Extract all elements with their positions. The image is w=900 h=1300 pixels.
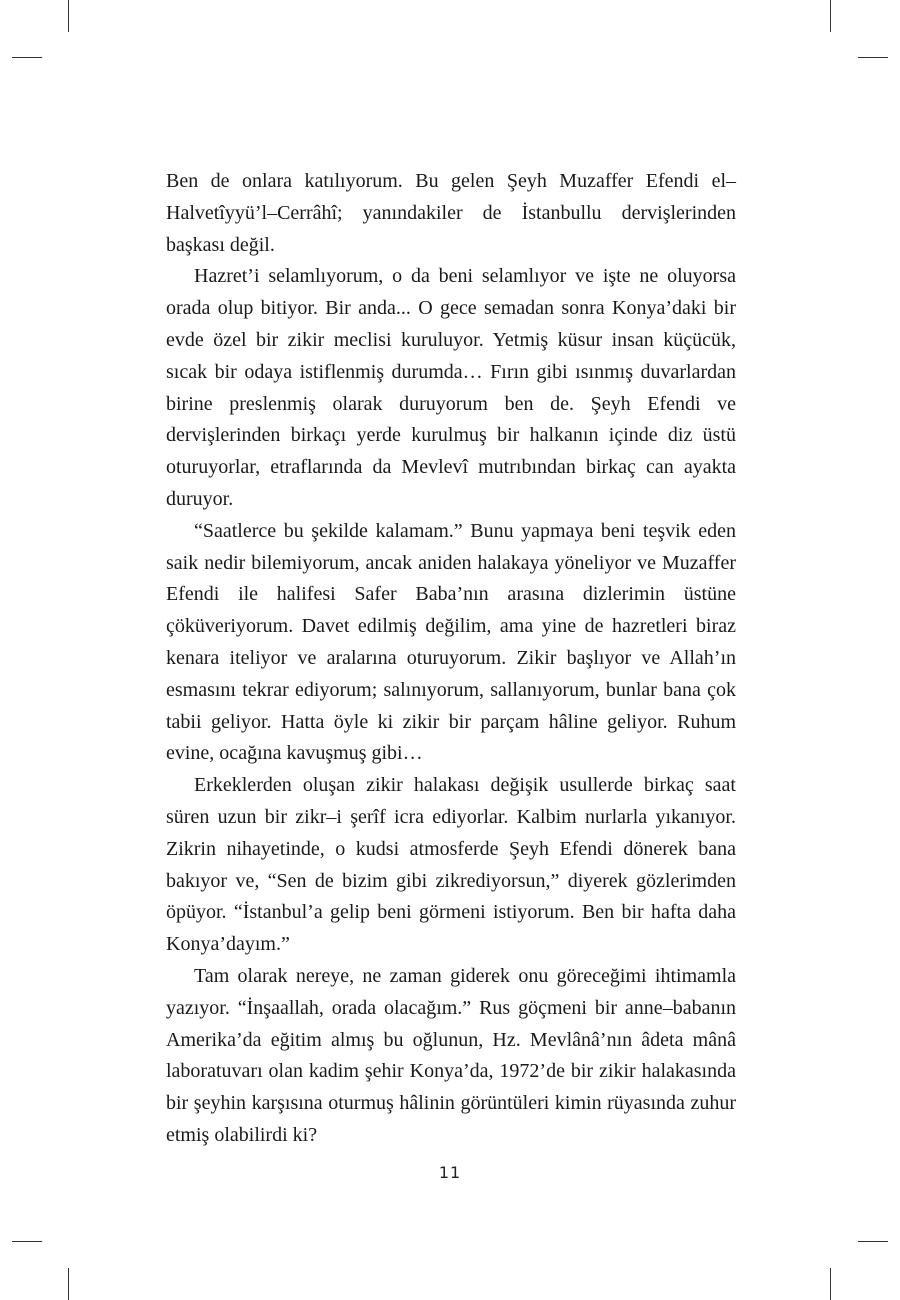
crop-mark-bottom-right xyxy=(830,1268,831,1300)
crop-mark-right-bottom xyxy=(858,1241,888,1242)
body-text xyxy=(166,166,736,1152)
paragraph: “Saatlerce bu şekilde kalamam.” Bunu yapmaya beni teşvik eden saik nedir bilemiyorum, ancak aniden halakaya yöneliyor ve Muzaffer Efendi ile halifesi Safer Baba’nın arasına dizlerimin üstüne çöküveriyorum. Davet edilmiş değilim, ama yine de hazretleri biraz kenara iteliyor ve aralarına oturuyorum. Zikir başlıyor ve Allah’ın esmasını tekrar ediyorum; salınıyorum, sallanıyorum, bunlar bana çok tabii geliyor. Hatta öyle ki zikir bir parçam hâline geliyor. Ruhum evine, ocağına kavuşmuş gibi… xyxy=(166,519,736,765)
crop-mark-top-left xyxy=(68,0,69,32)
page-number: 11 xyxy=(438,1163,462,1182)
crop-mark-bottom-left xyxy=(68,1268,69,1300)
paragraph: Hazret’i selamlıyorum, o da beni selamlıyor ve işte ne oluyorsa orada olup bitiyor. Bir anda... O gece semadan sonra Konya’daki bir evde özel bir zikir meclisi kuruluyor. Yetmiş küsur insan küçücük, sıcak bir odaya istiflenmiş durumda… Fırın gibi ısınmış duvarlardan birine preslenmiş olarak duruyorum ben de. Şeyh Efendi ve dervişlerinden birkaçı yerde kurulmuş bir halkanın içinde diz üstü oturuyorlar, etraflarında da Mevlevî mutrıbından birkaç can ayakta duruyor. xyxy=(166,265,736,510)
crop-mark-left-top xyxy=(12,57,42,58)
paragraph: Ben de onlara katılıyorum. Bu gelen Şeyh Muzaffer Efendi el–Halvetîyyü’l–Cerrâhî; yanındakiler de İstanbullu dervişlerinden başkası değil. xyxy=(166,170,736,256)
paragraph: Erkeklerden oluşan zikir halakası değişik usullerde birkaç saat süren uzun bir zikr–i şerîf icra ediyorlar. Kalbim nurlarla yıkanıyor. Zikrin nihayetinde, o kudsi atmosferde Şeyh Efendi dönerek bana bakıyor ve, “Sen de bizim gibi zikrediyorsun,” diyerek gözlerimden öpüyor. “İstanbul’a gelip beni görmeni istiyorum. Ben bir hafta daha Konya’dayım.” xyxy=(166,774,736,956)
crop-mark-left-bottom xyxy=(12,1241,42,1242)
crop-mark-right-top xyxy=(858,57,888,58)
crop-mark-top-right xyxy=(830,0,831,32)
paragraph: Tam olarak nereye, ne zaman giderek onu göreceğimi ihtimamla yazıyor. “İnşaallah, orada olacağım.” Rus göçmeni bir anne–babanın Amerika’da eğitim almış bu oğlunun, Hz. Mevlânâ’nın âdeta mânâ laboratuvarı olan kadim şehir Konya’da, 1972’de bir zikir halakasında bir şeyhin karşısına oturmuş hâlinin görüntüleri kimin rüyasında zuhur etmiş olabilirdi ki? xyxy=(166,964,736,1146)
